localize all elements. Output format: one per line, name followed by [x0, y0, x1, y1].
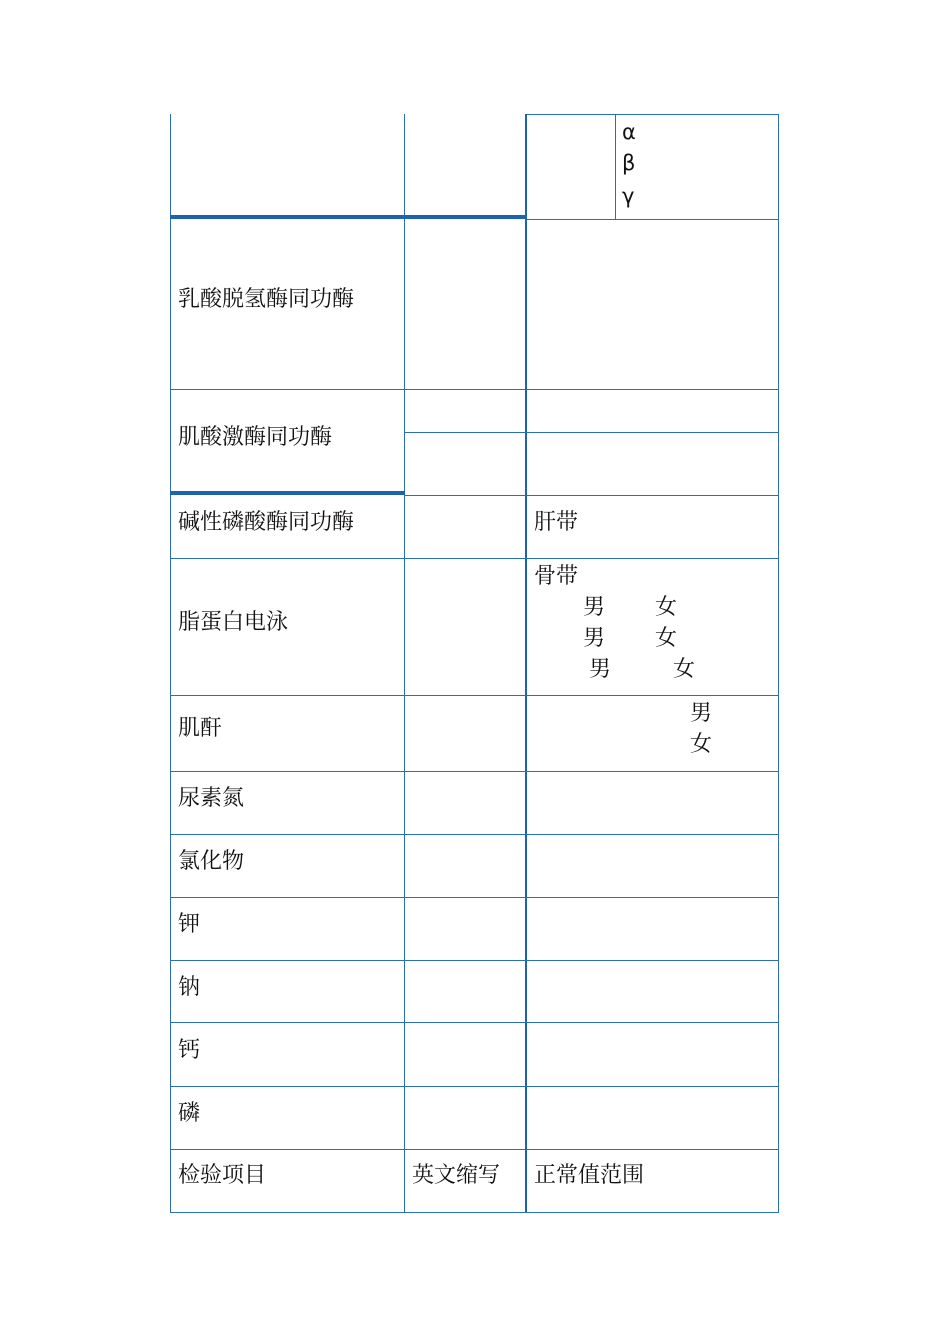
label-male: 男 — [583, 595, 606, 620]
grid-line — [527, 114, 779, 115]
grid-line — [170, 695, 779, 696]
label-male: 男 — [583, 626, 606, 651]
cell-chloride: 氯化物 — [178, 849, 245, 874]
header-normal-range: 正常值范围 — [534, 1163, 645, 1188]
grid-line — [778, 114, 779, 1213]
grid-line — [525, 114, 527, 1213]
grid-line — [170, 558, 779, 559]
grid-line — [170, 834, 779, 835]
grid-line — [527, 219, 779, 220]
grid-line — [170, 771, 779, 772]
label-male: 男 — [589, 657, 612, 682]
greek-alpha: α — [622, 120, 636, 144]
cell-urea-nitrogen: 尿素氮 — [178, 786, 245, 811]
cell-liver-band: 肝带 — [534, 510, 579, 535]
grid-line — [170, 960, 779, 961]
grid-line — [404, 495, 779, 496]
grid-line — [170, 491, 405, 495]
cell-lipoprotein-electrophoresis: 脂蛋白电泳 — [178, 610, 289, 635]
grid-line — [404, 114, 405, 1213]
grid-line — [170, 215, 527, 219]
grid-line — [170, 389, 779, 390]
grid-line — [170, 897, 779, 898]
cell-potassium: 钾 — [178, 912, 201, 937]
cell-alp-isoenzyme: 碱性磷酸酶同功酶 — [178, 510, 355, 535]
label-female: 女 — [655, 595, 678, 620]
greek-gamma: γ — [622, 184, 635, 208]
grid-line — [170, 1149, 779, 1150]
grid-line — [404, 432, 779, 433]
grid-line — [615, 114, 616, 220]
grid-line — [170, 1086, 779, 1087]
cell-ck-isoenzyme: 肌酸激酶同功酶 — [178, 425, 333, 450]
grid-line — [170, 1022, 779, 1023]
header-abbr: 英文缩写 — [412, 1163, 501, 1188]
cell-bone-band: 骨带 — [534, 564, 579, 589]
label-female: 女 — [673, 657, 696, 682]
label-creatinine-female: 女 — [690, 732, 713, 757]
label-female: 女 — [655, 626, 678, 651]
cell-calcium: 钙 — [178, 1038, 201, 1063]
header-item: 检验项目 — [178, 1163, 267, 1188]
cell-phosphorus: 磷 — [178, 1101, 201, 1126]
label-creatinine-male: 男 — [690, 701, 713, 726]
grid-line — [170, 1212, 779, 1213]
grid-line — [170, 114, 171, 1213]
cell-ldh-isoenzyme: 乳酸脱氢酶同功酶 — [178, 287, 355, 312]
cell-sodium: 钠 — [178, 975, 201, 1000]
cell-creatinine: 肌酐 — [178, 716, 223, 741]
greek-beta: β — [622, 151, 636, 175]
